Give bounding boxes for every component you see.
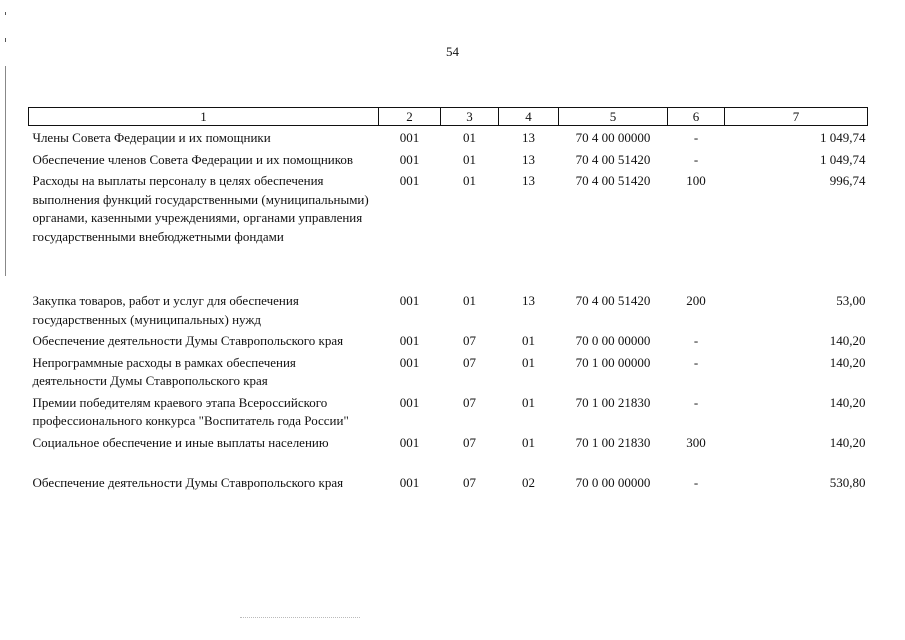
row-amount: 140,20: [829, 394, 866, 410]
row-amount: 1 049,74: [820, 130, 866, 145]
row-subsection-code: 13: [522, 151, 535, 167]
header-cell-ministry: 2: [379, 108, 441, 126]
row-section-code: 07: [463, 474, 476, 490]
row-subsection-code: 01: [522, 333, 535, 348]
row-target-article: 70 4 00 51420: [575, 293, 651, 308]
row-name: Непрограммные расходы в рамках обеспечения деятельности Думы Ставропольского края: [32, 354, 296, 388]
header-cell-section: 3: [441, 108, 499, 126]
table-header-row: [29, 108, 868, 126]
row-subsection-code: 13: [522, 130, 535, 145]
row-section-code: 07: [463, 333, 476, 348]
page-edge-line: [5, 66, 6, 276]
row-section-code: 07: [463, 434, 476, 450]
row-section-code: 01: [463, 293, 476, 308]
row-amount: 140,20: [829, 434, 866, 450]
row-section-code: 01: [463, 130, 476, 145]
scan-artifact: [240, 617, 360, 620]
row-amount: 140,20: [829, 354, 866, 370]
row-target-article: 70 4 00 51420: [575, 173, 651, 188]
row-subsection-code: 01: [522, 394, 535, 410]
row-subsection-code: 01: [522, 354, 535, 370]
row-ministry-code: 001: [399, 474, 420, 490]
row-target-article: 70 1 00 21830: [575, 434, 651, 450]
row-name: Обеспечение деятельности Думы Ставропольского края: [32, 333, 344, 348]
row-expense-type: 300: [686, 434, 706, 450]
row-ministry-code: 001: [399, 173, 420, 188]
row-target-article: 70 4 00 00000: [575, 130, 651, 145]
budget-table: [28, 107, 868, 492]
row-subsection-code: 02: [522, 474, 535, 490]
table-row: [29, 391, 868, 431]
table-row: [29, 329, 868, 351]
table-row: [29, 169, 868, 289]
row-name: Расходы на выплаты персоналу в целях обеспечения выполнения функций государственными (муниципальными) органами, казенными учреждениями, органами управления государственными внебюджетными фондами: [32, 173, 369, 244]
table-row: [29, 126, 868, 148]
header-cell-amount: 7: [725, 108, 868, 126]
page-number: 54: [446, 44, 459, 59]
row-ministry-code: 001: [399, 293, 420, 308]
row-amount: 996,74: [829, 173, 866, 188]
header-cell-expense-type: 6: [668, 108, 725, 126]
row-expense-type: -: [693, 130, 699, 145]
row-name: Премии победителям краевого этапа Всероссийского профессионального конкурса "Воспитатель года России": [32, 394, 349, 428]
table-row: [29, 289, 868, 329]
margin-mark: [5, 38, 6, 42]
row-target-article: 70 0 00 00000: [575, 474, 651, 490]
row-ministry-code: 001: [399, 130, 420, 145]
header-cell-name: 1: [29, 108, 379, 126]
row-name: Члены Совета Федерации и их помощники: [32, 130, 271, 145]
row-subsection-code: 13: [522, 293, 535, 308]
row-amount: 1 049,74: [820, 151, 866, 167]
row-target-article: 70 0 00 00000: [575, 333, 651, 348]
row-expense-type: -: [693, 333, 699, 348]
table-row: [29, 471, 868, 493]
row-subsection-code: 01: [522, 434, 535, 450]
row-expense-type: -: [693, 151, 699, 167]
table-row: [29, 351, 868, 391]
row-target-article: 70 4 00 51420: [575, 151, 651, 167]
row-section-code: 01: [463, 173, 476, 188]
row-name: Закупка товаров, работ и услуг для обеспечения государственных (муниципальных) нужд: [32, 293, 299, 327]
table-row: [29, 431, 868, 471]
row-ministry-code: 001: [399, 354, 420, 370]
row-subsection-code: 13: [522, 173, 535, 188]
row-name: Обеспечение членов Совета Федерации и их помощников: [32, 151, 354, 167]
row-expense-type: -: [693, 354, 699, 370]
row-section-code: 01: [463, 151, 476, 167]
row-target-article: 70 1 00 21830: [575, 394, 651, 410]
row-section-code: 07: [463, 394, 476, 410]
row-ministry-code: 001: [399, 333, 420, 348]
header-cell-subsection: 4: [499, 108, 559, 126]
row-expense-type: 200: [686, 293, 706, 308]
row-name: Социальное обеспечение и иные выплаты населению: [32, 434, 329, 450]
row-expense-type: -: [693, 394, 699, 410]
row-name: Обеспечение деятельности Думы Ставропольского края: [32, 474, 344, 490]
header-cell-target-article: 5: [559, 108, 668, 126]
row-expense-type: -: [693, 474, 699, 490]
row-expense-type: 100: [686, 173, 706, 188]
row-amount: 530,80: [829, 474, 866, 490]
table-row: [29, 148, 868, 170]
row-ministry-code: 001: [399, 434, 420, 450]
row-section-code: 07: [463, 354, 476, 370]
row-amount: 140,20: [829, 333, 866, 348]
row-ministry-code: 001: [399, 394, 420, 410]
row-ministry-code: 001: [399, 151, 420, 167]
row-amount: 53,00: [836, 293, 866, 308]
row-target-article: 70 1 00 00000: [575, 354, 651, 370]
margin-mark: [5, 12, 6, 15]
